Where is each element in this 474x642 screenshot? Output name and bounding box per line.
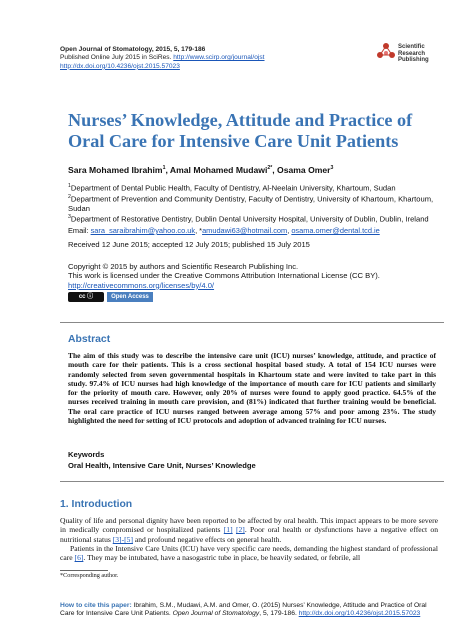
abstract-body: The aim of this study was to describe the intensive care unit (ICU) nurses’ knowledge, attitude, and practice of mouth care for their patients. This is a cross sectional hospital based study. A total of 154 ICU nurses were randomly selected from seven governmental hospitals in Khartoum state and were invited to take part in this study. 97.4% of ICU nurses had high knowledge of the importance of mouth care for ICU patients and similarly for the priority of mouth care. However, only 20% of nurses were found to apply good practice. 64.5% of the nurses received training in mouth care provision, and (81%) indicated that further training would be beneficial. The oral care practice of ICU nurses ranged between average among 57% and poor among 23%. The study highlighted the need for setting of ICU protocols and adoption of advanced training for ICU nurses. <box>68 351 436 426</box>
journal-line: Open Journal of Stomatology, 2015, 5, 179-186 <box>60 46 206 53</box>
cc-by-badge[interactable]: cc ⓘ <box>68 292 104 302</box>
author-name: Sara Mohamed Ibrahim <box>68 165 163 175</box>
reference-link[interactable]: [6] <box>74 553 84 563</box>
paragraph: Quality of life and personal dignity have been reported to be affected by oral health. This impact appears to be more severe in medically compromised or hospitalized patients [1] [2]. Poor oral health or dysfunctions have a negative effect on nutritional status [3]-[5] and profound negative effects on general health. <box>60 516 438 544</box>
journal-header <box>60 46 380 71</box>
paragraph: Patients in the Intensive Care Units (ICU) have very specific care needs, demanding the highest standard of professional care [6]. They may be intubated, have a nasogastric tube in place, be heavily sedated, or febrile, all <box>60 543 438 563</box>
citation-label: How to cite this paper: <box>60 602 132 609</box>
reference-link[interactable]: [3]-[5] <box>112 534 133 544</box>
introduction-body <box>60 516 438 562</box>
author-list: Sara Mohamed Ibrahim$^1$, Amal Mohamed Mudawi$^{2*}$, Osama Omer$^3$ <box>68 165 334 175</box>
license-link[interactable]: http://creativecommons.org/licenses/by/4.0/ <box>68 280 215 290</box>
affiliation-item: $^3$Department of Restorative Dentistry, Dublin Dental University Hospital, University of Dublin, Dublin, Ireland <box>68 214 429 224</box>
divider <box>60 481 444 482</box>
email-link[interactable]: sara_saraibrahim@yahoo.co.uk <box>90 226 196 235</box>
footnote-rule <box>60 570 108 571</box>
email-link[interactable]: osama.omer@dental.tcd.ie <box>291 226 380 235</box>
abstract-heading: Abstract <box>68 334 111 345</box>
keywords-text: Oral Health, Intensive Care Unit, Nurses’ Knowledge <box>68 461 256 470</box>
email-link[interactable]: amudawi63@hotmail.com <box>202 226 288 235</box>
email-line: Email: sara_saraibrahim@yahoo.co.uk, *amudawi63@hotmail.com, osama.omer@dental.tcd.ie <box>68 226 380 235</box>
affiliation-item: $^1$Department of Dental Public Health, Faculty of Dentistry, Al-Neelain University, Khartoum, Sudan <box>68 183 396 193</box>
article-title: Nurses’ Knowledge, Attitude and Practice of Oral Care for Intensive Care Unit Patients <box>68 110 413 151</box>
citation-doi-link[interactable]: http://dx.doi.org/10.4236/ojst.2015.57023 <box>298 610 421 618</box>
received-dates: Received 12 June 2015; accepted 12 July 2015; published 15 July 2015 <box>68 240 310 249</box>
reference-link[interactable]: [1] <box>223 525 233 535</box>
journal-url-link[interactable]: http://www.scirp.org/journal/ojst <box>173 54 265 62</box>
published-line: Published Online July 2015 in SciRes. http://www.scirp.org/journal/ojst <box>60 54 265 62</box>
affiliation-item: $^2$Department of Prevention and Community Dentistry, Faculty of Dentistry, University of Khartoum, Khartoum, Sudan <box>68 193 434 213</box>
author-name: Osama Omer <box>277 165 331 175</box>
license-block: Copyright © 2015 by authors and Scientific Research Publishing Inc. This work is licensed under the Creative Commons Attribution International License (CC BY). http://creativecommons.org/licenses/by/4.0/ <box>68 262 380 290</box>
publisher-logo <box>376 41 451 71</box>
author-name: Amal Mohamed Mudawi <box>169 165 268 175</box>
divider <box>60 322 444 323</box>
open-access-badge: Open Access <box>107 292 153 302</box>
publisher-logo-text: Scientific Research Publishing <box>398 44 429 64</box>
section-heading-introduction: 1. Introduction <box>60 499 133 510</box>
doi-link[interactable]: http://dx.doi.org/10.4236/ojst.2015.57023 <box>60 62 180 70</box>
reference-link[interactable]: [2] <box>235 525 245 535</box>
keywords-heading: Keywords <box>68 450 105 459</box>
footnote: *Corresponding author. <box>60 572 119 579</box>
citation-block: How to cite this paper: Ibrahim, S.M., Mudawi, A.M. and Omer, O. (2015) Nurses’ Knowledge, Attitude and Practice of Oral Care for Intensive Care Unit Patients. Open Journal of Stomatology, 5, 179-186. http://dx.doi.org/10.4236/ojst.2015.57023 <box>60 602 427 618</box>
scirp-logo-icon <box>376 41 396 63</box>
affiliations <box>68 182 438 224</box>
